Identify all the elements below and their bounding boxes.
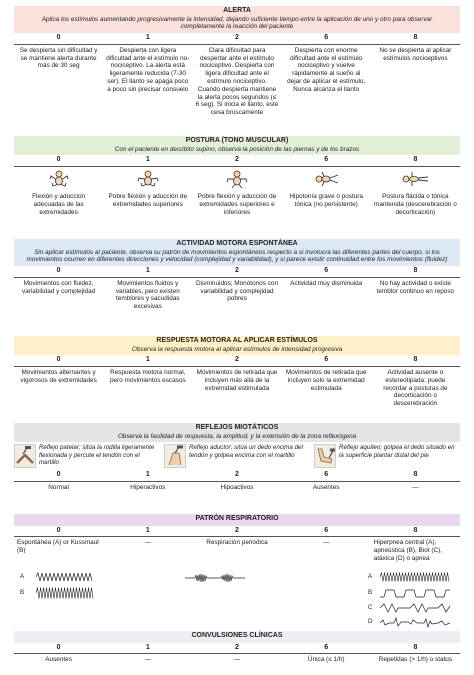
- alerta-descriptions: [14, 45, 460, 119]
- score-label: 1: [145, 267, 150, 275]
- patron-scores: [14, 526, 460, 538]
- respiration-trace-apneustic: [380, 587, 450, 599]
- actividad-title: ACTIVIDAD MOTORA ESPONTÁNEA: [176, 240, 298, 247]
- score-label: 6: [324, 471, 329, 479]
- reflejos-item: Normal: [48, 483, 69, 491]
- score-label: 2: [235, 356, 239, 364]
- reflejos-title: REFLEJOS MIOTÁTICOS: [195, 424, 279, 431]
- convulsiones-item: Ausentes: [45, 656, 72, 664]
- postura-item: Postura flácida o tónica mantenida (descerebración o decorticación): [374, 192, 457, 216]
- score-label: 2: [235, 643, 239, 651]
- convulsiones-title: CONVULSIONES CLÍNICAS: [191, 632, 283, 639]
- respiration-trace-hyperpnea: [380, 572, 450, 582]
- reflejos-scores: [14, 470, 460, 482]
- score-label: 6: [324, 156, 329, 164]
- patron-descriptions: [14, 537, 460, 564]
- reflejo-aductor: [164, 444, 310, 468]
- score-label: 2: [235, 267, 239, 275]
- infant-posture-icon: [282, 169, 371, 189]
- alerta-scores: [14, 33, 460, 45]
- convulsiones-item: —: [144, 656, 151, 664]
- actividad-item: Actividad muy disminuida: [290, 279, 363, 287]
- patron-item: —: [323, 539, 330, 547]
- convulsiones-item: Única (≤ 1/h): [307, 656, 345, 664]
- reflejo-aquileo: [314, 444, 460, 468]
- reflejos-section: [14, 423, 460, 494]
- alerta-item: Despierta con enorme dificultad ante el estímulo nociceptivo y vuelve rápidamente al sueño al dejar de aplicar el estímulo. Nunca alcanza el llanto: [287, 46, 366, 93]
- score-label: 8: [413, 471, 418, 479]
- reflejo-aquileo-text: Reflejo aquíleo; golpea el dedo situado en la superficie plantar distal del pie: [339, 444, 455, 459]
- reflejo-aductor-text: Reflejo aductor; sitúa un dedo encima del tendón y golpea encima con el martillo: [189, 444, 303, 459]
- score-label: 8: [413, 267, 418, 275]
- patron-title: PATRÓN RESPIRATORIO: [195, 515, 279, 522]
- reflex-hammer-foot-icon: [314, 444, 336, 468]
- score-label: 1: [145, 526, 150, 534]
- score-label: 2: [235, 526, 239, 534]
- score-label: 2: [235, 471, 239, 479]
- score-label: 8: [413, 526, 418, 534]
- alerta-item: Despierta con ligera dificultad ante el estímulo no-nociceptivo. La alerta está ligeramente reducida (7-30 ser). El llanto se apaga poco a poco sin precisar consuelo: [106, 46, 190, 93]
- score-label: 6: [324, 356, 329, 364]
- respuesta-header: [14, 336, 460, 355]
- wave-label-right-b: B: [368, 589, 373, 596]
- score-label: 0: [56, 156, 61, 164]
- score-label: 1: [145, 34, 150, 42]
- score-label: 0: [56, 34, 61, 42]
- convulsiones-section: [14, 631, 460, 666]
- postura-descriptions: [14, 191, 460, 218]
- postura-header: [14, 136, 460, 155]
- reflejos-descriptions: [14, 482, 460, 494]
- actividad-item: Movimientos fluidos y variables, pero existen temblores y sacudidas excesivas: [115, 279, 180, 311]
- patron-item: Espontánea (A) or Kussmaul (B): [17, 539, 99, 554]
- actividad-section: [14, 239, 460, 313]
- patron-item: Hiperpnea central (A), apneústica (B), Biot (C), atáxica (D) o apnea: [373, 539, 442, 562]
- actividad-item: No hay actividad o existe temblor continuo en reposo: [376, 279, 455, 295]
- alerta-description: Aplica los estímulos aumentando progresivamente la intensidad, dejando suficiente tiempo entre la aplicación de uno y otro para observar completamente la reacción del paciente: [41, 15, 433, 31]
- postura-figures: [14, 167, 460, 191]
- reflejos-description: Observa la facilidad de respuesta, la amplitud, y la extensión de la zona reflexógena: [117, 432, 357, 440]
- reflejos-item: Hipoactivos: [220, 483, 254, 491]
- infant-posture-icon: [192, 169, 281, 189]
- alerta-header: [14, 6, 460, 33]
- postura-item: Flexión y aducción adecuadas de las extremidades: [32, 192, 86, 216]
- actividad-header: [14, 239, 460, 266]
- alerta-item: Se despierta sin dificultad y se mantiene alerta durante más de 30 seg: [19, 46, 98, 70]
- score-label: 6: [324, 34, 329, 42]
- score-label: 1: [145, 156, 150, 164]
- respuesta-descriptions: [14, 367, 460, 410]
- score-label: 6: [324, 526, 329, 534]
- reflejos-item: —: [412, 483, 419, 491]
- reflex-hammer-thigh-icon: [164, 444, 186, 468]
- reflex-hammer-knee-icon: [14, 444, 36, 468]
- alerta-item: Clara dificultad para despertar ante el estímulo nociceptivo. Despierta con ligera dificultad ante el estímulo nociceptivo. Cuando despierta mantiene la alerta pocos segundos (≤ 6 seg). Si inicia el llanto, este cesa bruscamente: [195, 46, 279, 117]
- score-label: 0: [56, 267, 61, 275]
- convulsiones-item: Repetidas (> 1/h) o status: [378, 656, 453, 664]
- score-label: 6: [324, 267, 329, 275]
- respiration-trace-ataxic: [380, 616, 450, 628]
- wave-label-right-a: A: [368, 573, 373, 580]
- respiration-trace-biot: [380, 602, 450, 614]
- reflejo-patelar-text: Reflejo patelar; sitúa la rodilla ligeramente flexionada y percute el tendón con el martillo: [39, 444, 155, 467]
- wave-label-right-d: D: [368, 618, 373, 625]
- actividad-item: Movimientos con fluidez, variabilidad y complejidad: [22, 279, 96, 295]
- patron-section: [14, 514, 460, 565]
- respuesta-title: RESPUESTA MOTORA AL APLICAR ESTÍMULOS: [156, 337, 318, 344]
- score-label: 1: [145, 356, 150, 364]
- respuesta-item: Actividad ausente o estereotipada; puede recordar a posturas de decorticación o descerebración: [383, 368, 448, 408]
- reflejos-header: [14, 423, 460, 442]
- postura-item: Pobre flexión y aducción de extremidades superiores e inferiores: [197, 192, 277, 216]
- score-label: 0: [56, 643, 61, 651]
- reflejos-instructions: [14, 442, 460, 470]
- postura-section: [14, 136, 460, 218]
- respuesta-item: Movimientos alternantes y vigorosos de extremidades: [20, 368, 97, 384]
- patron-header: [14, 514, 460, 526]
- alerta-item: No se despierta al aplicar estímulos nociceptivos: [379, 46, 452, 62]
- convulsiones-scores: [14, 643, 460, 655]
- infant-posture-icon: [371, 169, 460, 189]
- postura-scores: [14, 155, 460, 167]
- infant-posture-icon: [14, 169, 103, 189]
- respiration-trace-periodic: [185, 573, 245, 583]
- score-label: 0: [56, 526, 61, 534]
- respuesta-description: Observa la respuesta motora al aplicar estímulos de intensidad progresiva: [131, 345, 343, 353]
- postura-title: POSTURA (TONO MUSCULAR): [185, 137, 289, 144]
- score-label: 8: [413, 156, 418, 164]
- reflejos-item: Hiperactivos: [130, 483, 166, 491]
- score-label: 1: [145, 471, 150, 479]
- alerta-title: ALERTA: [223, 7, 251, 14]
- actividad-item: Disminuidos; Monótonos con variabilidad y complejidad pobres: [195, 279, 279, 303]
- score-label: 8: [413, 643, 418, 651]
- respuesta-scores: [14, 355, 460, 367]
- respiration-trace-b: [36, 587, 94, 599]
- patron-item: —: [144, 539, 151, 547]
- wave-label-right-c: C: [368, 604, 373, 611]
- score-label: 0: [56, 471, 61, 479]
- score-label: 8: [413, 34, 418, 42]
- score-label: 1: [145, 643, 150, 651]
- score-label: 6: [324, 643, 329, 651]
- score-label: 8: [413, 356, 418, 364]
- actividad-descriptions: [14, 278, 460, 313]
- reflejo-patelar: [14, 444, 160, 468]
- wave-label-a: A: [20, 573, 25, 580]
- score-label: 2: [235, 34, 239, 42]
- actividad-scores: [14, 266, 460, 278]
- convulsiones-item: —: [233, 656, 241, 664]
- respuesta-item: Respuesta motora normal, pero movimientos escasos: [109, 368, 186, 384]
- respuesta-item: Movimientos de retirada que incluyen solo la extremidad estimulada: [285, 368, 367, 392]
- patron-item: Respiración periódica: [206, 539, 268, 547]
- respuesta-item: Movimientos de retirada que incluyen más allá de la extremidad estimulada: [196, 368, 278, 392]
- postura-item: Pobre flexión y aducción de extremidades superiores: [108, 192, 188, 208]
- score-label: 2: [235, 156, 239, 164]
- wave-label-b: B: [20, 589, 25, 596]
- convulsiones-descriptions: [14, 654, 460, 666]
- postura-item: Hipotonía grave o postura tónica (no persistente): [289, 192, 363, 208]
- postura-description: Con el paciente en decúbito supino, observa la posición de las piernas y de los brazos: [114, 145, 360, 153]
- reflejos-item: Ausentes: [312, 483, 340, 491]
- alerta-section: [14, 6, 460, 119]
- score-label: 0: [56, 356, 61, 364]
- respuesta-section: [14, 336, 460, 410]
- actividad-description: Sin aplicar estímulos al paciente, observa su patrón de movimientos espontáneos respecto a si involucra las diferentes partes del cuerpo, si los movimientos ocurren en diferentes direcciones y velocidad (complejidad y variabilidad), y si parece existir continuidad entre los movimientos (fluidez): [26, 248, 448, 264]
- respiration-trace-a: [36, 572, 94, 582]
- infant-posture-icon: [103, 169, 192, 189]
- convulsiones-header: [14, 631, 460, 643]
